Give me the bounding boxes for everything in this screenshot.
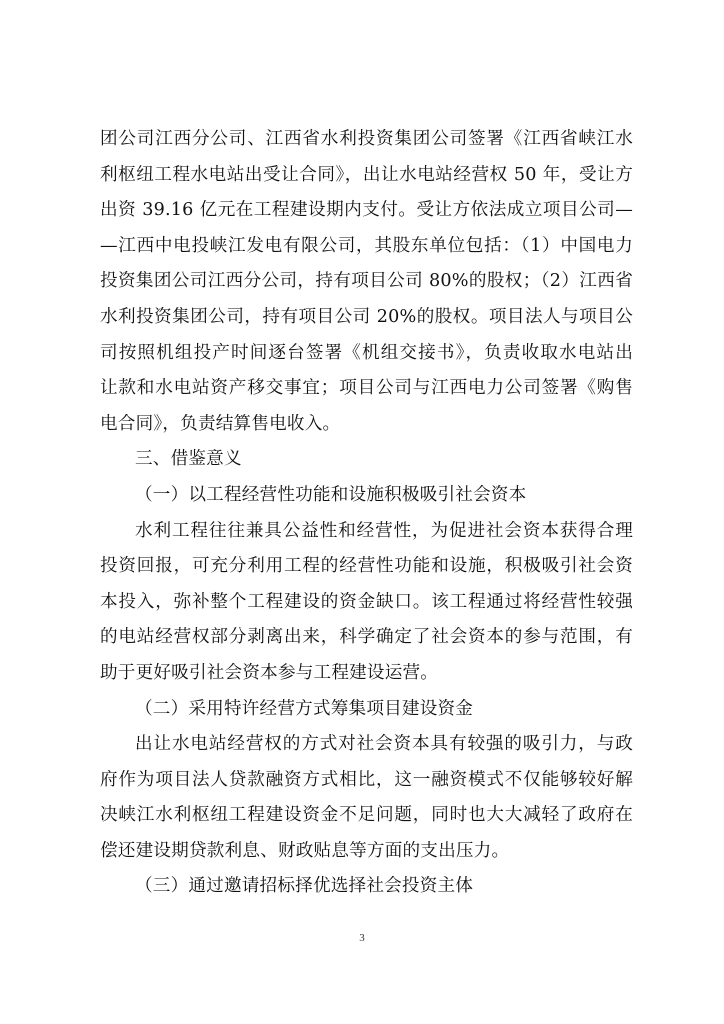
- body-line: 投资集团公司江西分公司，持有项目公司 80%的股权；（2）江西省: [100, 271, 633, 292]
- body-line: 府作为项目法人贷款融资方式相比，这一融资模式不仅能够较好解: [100, 769, 633, 790]
- subsection-heading: （一）以工程经营性功能和设施积极吸引社会资本: [135, 484, 527, 505]
- body-line: 助于更好吸引社会资本参与工程建设运营。: [100, 662, 439, 683]
- body-line: 水利投资集团公司，持有项目公司 20%的股权。项目法人与项目公: [100, 306, 633, 327]
- body-line: 本投入，弥补整个工程建设的资金缺口。该工程通过将经营性较强: [100, 591, 633, 612]
- page-number: 3: [359, 932, 365, 944]
- body-line: 让款和水电站资产移交事宜；项目公司与江西电力公司签署《购售: [100, 378, 633, 399]
- body-line: 投资回报，可充分利用工程的经营性功能和设施，积极吸引社会资: [100, 556, 633, 577]
- body-line: 团公司江西分公司、江西省水利投资集团公司签署《江西省峡江水: [100, 129, 633, 149]
- body-line: 出让水电站经营权的方式对社会资本具有较强的吸引力，与政: [135, 734, 633, 755]
- subsection-heading: （二）采用特许经营方式筹集项目建设资金: [135, 698, 474, 719]
- body-line: —江西中电投峡江发电有限公司，其股东单位包括：（1）中国电力: [100, 235, 633, 256]
- document-body: [100, 122, 633, 905]
- body-line: 水利工程往往兼具公益性和经营性，为促进社会资本获得合理: [135, 520, 633, 541]
- section-heading: 三、借鉴意义: [135, 449, 242, 470]
- body-line: 司按照机组投产时间逐台签署《机组交接书》，负责收取水电站出: [100, 342, 633, 363]
- body-line: 的电站经营权部分剥离出来，科学确定了社会资本的参与范围，有: [100, 627, 633, 648]
- subsection-heading: （三）通过邀请招标择优选择社会投资主体: [135, 876, 474, 897]
- body-line: 电合同》，负责结算售电收入。: [100, 413, 341, 434]
- body-line: 利枢纽工程水电站出受让合同》，出让水电站经营权 50 年，受让方: [100, 164, 633, 185]
- body-line: 出资 39.16 亿元在工程建设期内支付。受让方依法成立项目公司—: [100, 200, 633, 221]
- body-line: 偿还建设期贷款利息、财政贴息等方面的支出压力。: [100, 840, 510, 861]
- body-line: 决峡江水利枢纽工程建设资金不足问题，同时也大大减轻了政府在: [100, 805, 633, 826]
